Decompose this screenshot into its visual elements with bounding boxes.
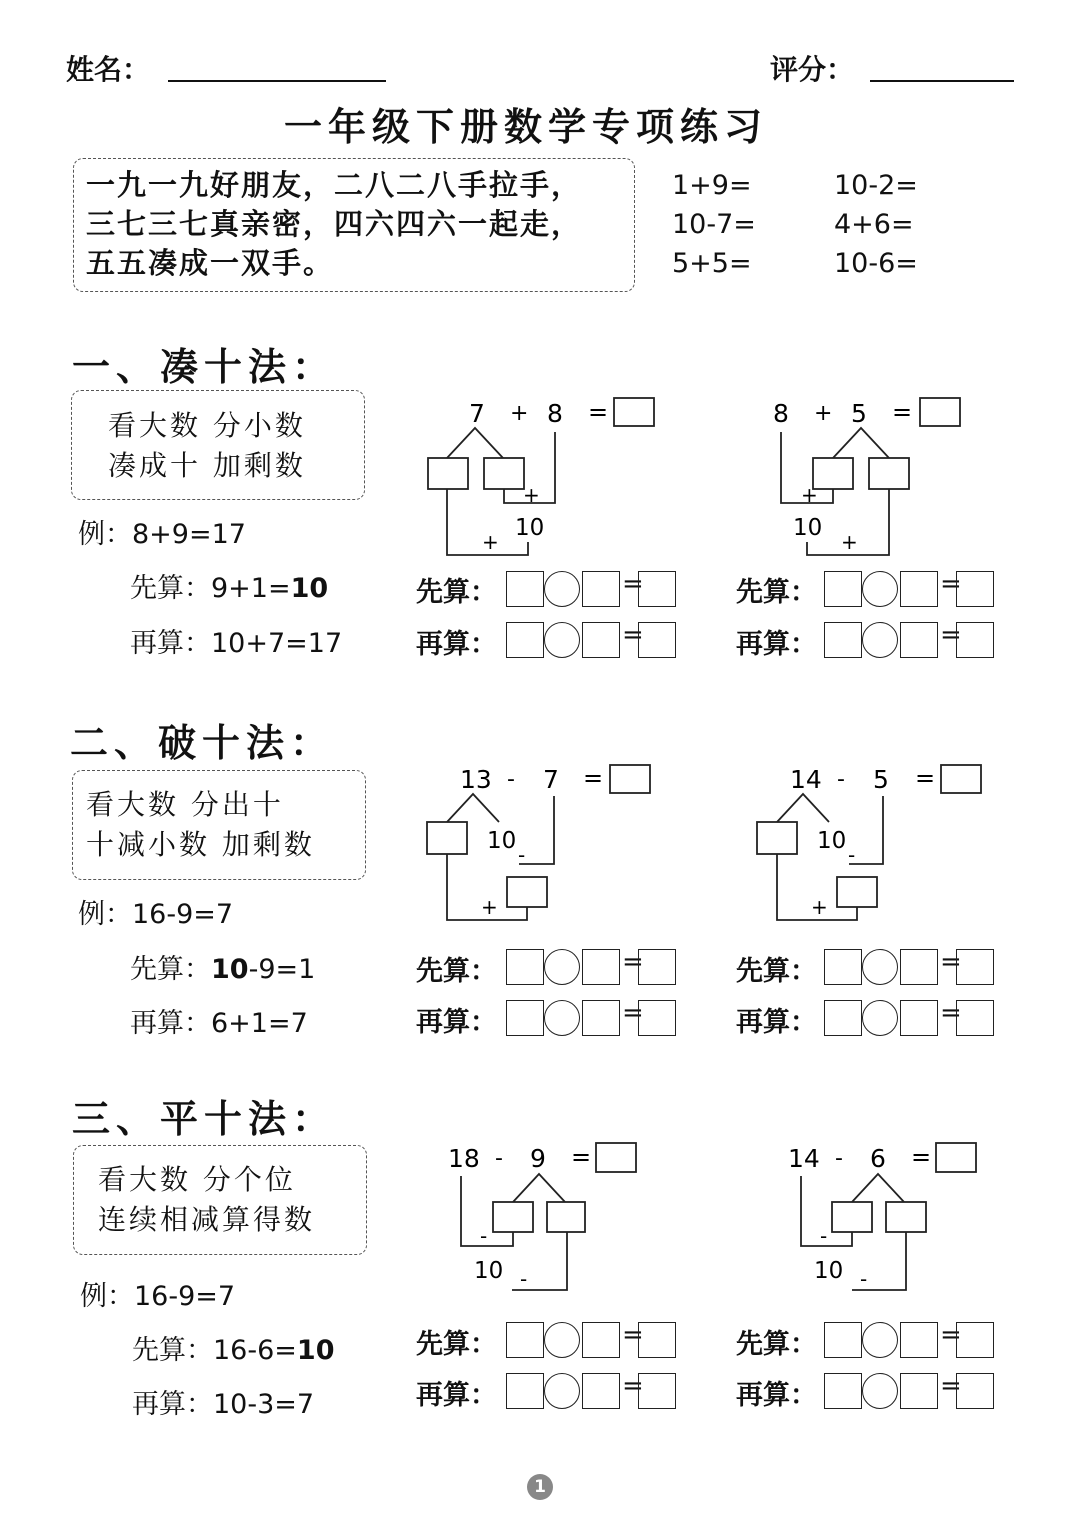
split-box[interactable] xyxy=(547,1202,585,1232)
ten-label: 10 xyxy=(814,1258,844,1284)
section-title-2: 二、破十法： xyxy=(70,720,335,765)
diagram-number-a: 7 xyxy=(469,399,485,428)
page-title: 一年级下册数学专项练习 xyxy=(284,104,769,149)
quick-calc-item: 4+6= xyxy=(834,209,914,240)
answer-box[interactable] xyxy=(638,1000,676,1036)
example-text: 例：8+9=17 xyxy=(78,519,246,550)
first-step-label: 先算： xyxy=(416,956,497,987)
tip-line: 看大数 分出十 xyxy=(86,788,284,821)
section-title-3: 三、平十法： xyxy=(72,1096,337,1141)
answer-box[interactable] xyxy=(610,765,650,793)
split-box[interactable] xyxy=(837,877,877,907)
split-box[interactable] xyxy=(493,1202,533,1232)
then-step-label: 再算： xyxy=(736,1380,817,1411)
equals-sign: = xyxy=(940,1371,962,1401)
operator-circle[interactable] xyxy=(544,1322,580,1358)
first-step-label: 先算： xyxy=(736,1329,817,1360)
first-step-label: 先算： xyxy=(416,577,497,608)
answer-row xyxy=(824,1322,994,1358)
split-diagram-1-2 xyxy=(735,392,995,562)
equals-sign: = xyxy=(940,620,962,650)
answer-row xyxy=(824,622,994,658)
answer-box[interactable] xyxy=(638,622,676,658)
ten-label: 10 xyxy=(817,828,847,854)
operator-circle[interactable] xyxy=(862,1000,898,1036)
split-diagram-2-2 xyxy=(745,760,1005,930)
first-step-label: 先算： xyxy=(416,1329,497,1360)
operator-circle[interactable] xyxy=(544,622,580,658)
quick-calc-item: 1+9= xyxy=(672,170,752,201)
answer-box[interactable] xyxy=(920,398,960,426)
answer-box[interactable] xyxy=(596,1143,636,1172)
answer-box[interactable] xyxy=(824,1000,862,1036)
diagram-equals: = xyxy=(583,764,604,792)
answer-box[interactable] xyxy=(638,1373,676,1409)
example-step-2: 再算：10+7=17 xyxy=(130,628,343,659)
answer-row xyxy=(506,622,676,658)
diagram-operator: - xyxy=(507,767,515,792)
rhyme-line-3: 五五凑成一双手。 xyxy=(86,246,335,280)
split-box[interactable] xyxy=(813,458,853,489)
answer-box[interactable] xyxy=(582,622,620,658)
plus-sign: + xyxy=(841,530,858,554)
diagram-number-b: 5 xyxy=(873,765,889,794)
minus-sign: - xyxy=(518,843,526,867)
answer-box[interactable] xyxy=(638,949,676,985)
page-number-badge: 1 xyxy=(527,1474,553,1500)
plus-sign: + xyxy=(523,483,540,507)
diagram-number-b: 9 xyxy=(530,1144,546,1173)
example-step-2: 再算：10-3=7 xyxy=(132,1389,315,1420)
equals-sign: = xyxy=(622,569,644,599)
answer-box[interactable] xyxy=(824,622,862,658)
answer-box[interactable] xyxy=(638,571,676,607)
answer-row xyxy=(824,1373,994,1409)
then-step-label: 再算： xyxy=(736,629,817,660)
split-box[interactable] xyxy=(427,822,467,854)
diagram-number-b: 7 xyxy=(543,765,559,794)
equals-sign: = xyxy=(622,1371,644,1401)
answer-row xyxy=(506,571,676,607)
answer-box[interactable] xyxy=(956,1322,994,1358)
diagram-number-a: 8 xyxy=(773,399,789,428)
diagram-operator: - xyxy=(837,767,845,792)
diagram-number-b: 6 xyxy=(870,1144,886,1173)
equals-sign: = xyxy=(622,998,644,1028)
example-text: 例：16-9=7 xyxy=(80,1281,236,1312)
quick-calc-item: 5+5= xyxy=(672,248,752,279)
answer-box[interactable] xyxy=(582,1373,620,1409)
split-diagram-3-2 xyxy=(770,1138,1030,1298)
minus-sign: - xyxy=(848,843,856,867)
score-label: 评分： xyxy=(770,53,855,86)
plus-sign: + xyxy=(482,530,499,554)
tip-line: 看大数 分个位 xyxy=(98,1163,296,1196)
equals-sign: = xyxy=(622,620,644,650)
diagram-operator: - xyxy=(835,1146,843,1171)
ten-label: 10 xyxy=(487,828,517,854)
quick-calc-item: 10-6= xyxy=(834,248,918,279)
then-step-label: 再算： xyxy=(416,629,497,660)
equals-sign: = xyxy=(940,1320,962,1350)
answer-box[interactable] xyxy=(506,1322,544,1358)
answer-box[interactable] xyxy=(582,1322,620,1358)
operator-circle[interactable] xyxy=(862,622,898,658)
answer-row xyxy=(506,949,676,985)
diagram-equals: = xyxy=(915,764,936,792)
equals-sign: = xyxy=(940,947,962,977)
tip-line: 看大数 分小数 xyxy=(108,409,306,442)
diagram-number-a: 18 xyxy=(448,1144,480,1173)
diagram-equals: = xyxy=(588,398,609,426)
answer-box[interactable] xyxy=(638,1322,676,1358)
answer-box[interactable] xyxy=(941,765,981,793)
answer-box[interactable] xyxy=(582,571,620,607)
ten-label: 10 xyxy=(793,515,823,541)
equals-sign: = xyxy=(940,998,962,1028)
equals-sign: = xyxy=(622,1320,644,1350)
minus-sign: - xyxy=(860,1267,868,1291)
example-step-1: 先算：16-6=10 xyxy=(132,1335,335,1366)
operator-circle[interactable] xyxy=(544,571,580,607)
rhyme-line-2: 三七三七真亲密，四六四六一起走， xyxy=(86,207,583,241)
plus-sign: + xyxy=(811,895,828,919)
answer-box[interactable] xyxy=(582,1000,620,1036)
tip-line: 凑成十 加剩数 xyxy=(108,449,306,482)
quick-calc-item: 10-7= xyxy=(672,209,756,240)
split-diagram-3-1 xyxy=(430,1138,690,1298)
minus-sign: - xyxy=(520,1267,528,1291)
answer-box[interactable] xyxy=(900,1000,938,1036)
answer-box[interactable] xyxy=(956,1373,994,1409)
answer-box[interactable] xyxy=(956,622,994,658)
split-box[interactable] xyxy=(757,822,797,854)
split-box[interactable] xyxy=(832,1202,872,1232)
answer-box[interactable] xyxy=(900,1322,938,1358)
answer-box[interactable] xyxy=(936,1143,976,1172)
split-diagram-1-1 xyxy=(415,392,675,562)
section-title-1: 一、凑十法： xyxy=(72,344,337,389)
answer-row xyxy=(506,1000,676,1036)
diagram-operator: - xyxy=(495,1146,503,1171)
answer-box[interactable] xyxy=(506,949,544,985)
split-box[interactable] xyxy=(869,458,909,489)
diagram-number-a: 13 xyxy=(460,765,492,794)
operator-circle[interactable] xyxy=(862,571,898,607)
then-step-label: 再算： xyxy=(416,1380,497,1411)
answer-box[interactable] xyxy=(582,949,620,985)
diagram-equals: = xyxy=(571,1143,592,1171)
split-diagram-2-1 xyxy=(415,760,675,930)
operator-circle[interactable] xyxy=(544,949,580,985)
answer-box[interactable] xyxy=(956,571,994,607)
example-step-2: 再算：6+1=7 xyxy=(130,1008,308,1039)
answer-box[interactable] xyxy=(824,571,862,607)
split-box[interactable] xyxy=(428,458,468,489)
quick-calc-item: 10-2= xyxy=(834,170,918,201)
answer-box[interactable] xyxy=(506,622,544,658)
diagram-operator: + xyxy=(510,401,529,426)
answer-row xyxy=(824,949,994,985)
answer-box[interactable] xyxy=(900,949,938,985)
answer-box[interactable] xyxy=(900,571,938,607)
split-box[interactable] xyxy=(886,1202,926,1232)
equals-sign: = xyxy=(940,569,962,599)
diagram-number-a: 14 xyxy=(790,765,822,794)
operator-circle[interactable] xyxy=(862,1373,898,1409)
answer-box[interactable] xyxy=(506,571,544,607)
ten-label: 10 xyxy=(515,515,545,541)
plus-sign: + xyxy=(801,483,818,507)
answer-row xyxy=(506,1322,676,1358)
example-step-1: 先算：9+1=10 xyxy=(130,573,329,604)
answer-box[interactable] xyxy=(900,1373,938,1409)
diagram-equals: = xyxy=(892,398,913,426)
name-label: 姓名： xyxy=(66,53,151,86)
then-step-label: 再算： xyxy=(736,1007,817,1038)
answer-row xyxy=(824,1000,994,1036)
first-step-label: 先算： xyxy=(736,956,817,987)
diagram-number-b: 8 xyxy=(547,399,563,428)
minus-sign: - xyxy=(820,1224,828,1248)
minus-sign: - xyxy=(480,1224,488,1248)
rhyme-line-1: 一九一九好朋友，二八二八手拉手， xyxy=(86,168,583,202)
diagram-number-b: 5 xyxy=(851,399,867,428)
tip-line: 连续相减算得数 xyxy=(98,1203,316,1236)
name-field[interactable] xyxy=(168,80,386,82)
ten-label: 10 xyxy=(474,1258,504,1284)
then-step-label: 再算： xyxy=(416,1007,497,1038)
diagram-equals: = xyxy=(911,1143,932,1171)
example-step-1: 先算：10-9=1 xyxy=(130,954,316,985)
answer-row xyxy=(824,571,994,607)
equals-sign: = xyxy=(622,947,644,977)
first-step-label: 先算： xyxy=(736,577,817,608)
operator-circle[interactable] xyxy=(544,1373,580,1409)
diagram-number-a: 14 xyxy=(788,1144,820,1173)
split-box[interactable] xyxy=(484,458,524,489)
answer-box[interactable] xyxy=(506,1373,544,1409)
tip-line: 十减小数 加剩数 xyxy=(86,828,315,861)
split-box[interactable] xyxy=(507,877,547,907)
diagram-operator: + xyxy=(814,401,833,426)
example-text: 例：16-9=7 xyxy=(78,899,234,930)
answer-box[interactable] xyxy=(824,1373,862,1409)
operator-circle[interactable] xyxy=(862,949,898,985)
operator-circle[interactable] xyxy=(862,1322,898,1358)
answer-box[interactable] xyxy=(506,1000,544,1036)
answer-box[interactable] xyxy=(614,398,654,426)
answer-box[interactable] xyxy=(956,949,994,985)
answer-box[interactable] xyxy=(824,1322,862,1358)
answer-box[interactable] xyxy=(900,622,938,658)
score-field[interactable] xyxy=(870,80,1014,82)
plus-sign: + xyxy=(481,895,498,919)
answer-box[interactable] xyxy=(824,949,862,985)
answer-box[interactable] xyxy=(956,1000,994,1036)
answer-row xyxy=(506,1373,676,1409)
operator-circle[interactable] xyxy=(544,1000,580,1036)
